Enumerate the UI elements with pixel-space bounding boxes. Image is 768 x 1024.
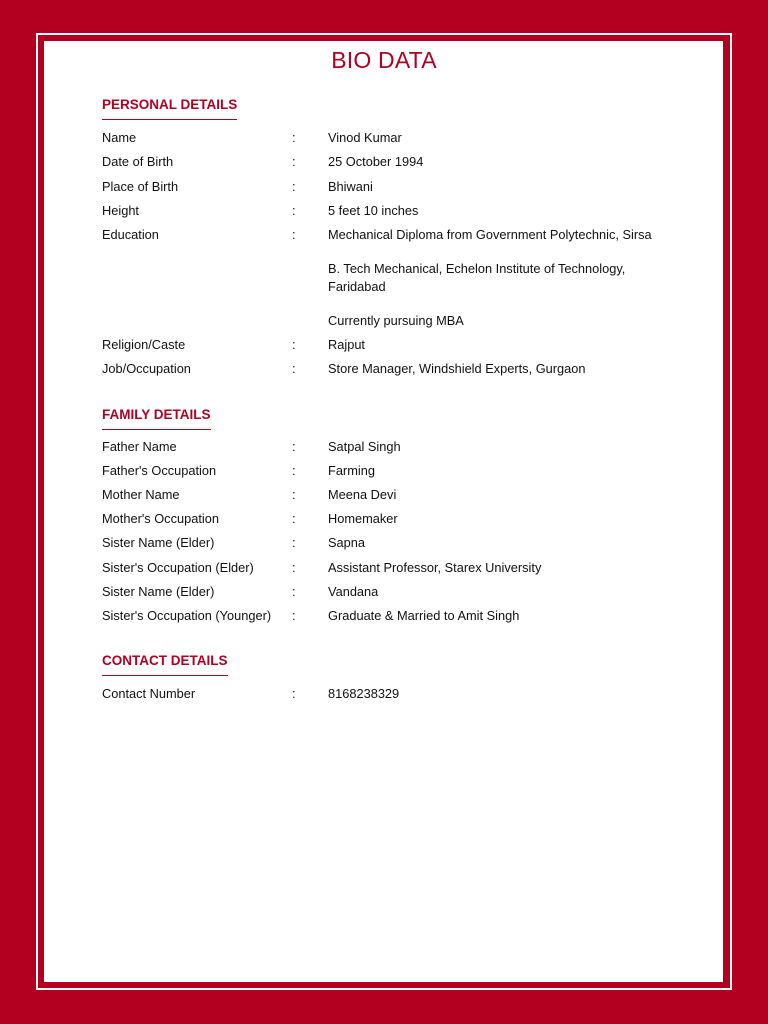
document-title: BIO DATA [331, 47, 437, 73]
detail-value: B. Tech Mechanical, Echelon Institute of Technology, Faridabad [328, 261, 626, 294]
detail-value: Bhiwani [328, 179, 373, 194]
detail-label: Mother's Occupation [102, 511, 219, 526]
detail-label: Height [102, 203, 139, 218]
detail-separator: : [292, 361, 296, 376]
detail-separator: : [292, 584, 296, 599]
detail-label: Sister's Occupation (Younger) [102, 608, 272, 623]
detail-value: Store Manager, Windshield Experts, Gurgaon [328, 361, 586, 376]
detail-value: 8168238329 [328, 686, 400, 701]
detail-value: Assistant Professor, Starex University [328, 560, 542, 575]
detail-value: 25 October 1994 [328, 154, 424, 169]
detail-label: Job/Occupation [102, 361, 191, 376]
family-details-heading: FAMILY DETAILS [102, 407, 211, 430]
detail-separator: : [292, 337, 296, 352]
detail-label: Date of Birth [102, 154, 174, 169]
detail-separator: : [292, 179, 296, 194]
detail-separator: : [292, 560, 296, 575]
detail-separator: : [292, 487, 296, 502]
personal-details-heading: PERSONAL DETAILS [102, 97, 237, 120]
detail-separator: : [292, 154, 296, 169]
detail-label: Sister Name (Elder) [102, 535, 215, 550]
detail-label: Place of Birth [102, 179, 179, 194]
detail-value: Homemaker [328, 511, 398, 526]
detail-separator: : [292, 686, 296, 701]
detail-separator: : [292, 463, 296, 478]
detail-value: Meena Devi [328, 487, 397, 502]
detail-separator: : [292, 203, 296, 218]
detail-separator: : [292, 535, 296, 550]
detail-value: Sapna [328, 535, 366, 550]
detail-separator: : [292, 130, 296, 145]
detail-value: Currently pursuing MBA [328, 313, 464, 328]
detail-separator: : [292, 511, 296, 526]
detail-label: Mother Name [102, 487, 180, 502]
contact-details-heading: CONTACT DETAILS [102, 653, 228, 676]
detail-label: Father's Occupation [102, 463, 217, 478]
detail-label: Father Name [102, 439, 177, 454]
detail-label: Sister's Occupation (Elder) [102, 560, 254, 575]
detail-label: Religion/Caste [102, 337, 186, 352]
detail-label: Contact Number [102, 686, 196, 701]
detail-value: Satpal Singh [328, 439, 401, 454]
detail-value: Vandana [328, 584, 379, 599]
detail-value: 5 feet 10 inches [328, 203, 419, 218]
detail-label: Education [102, 227, 159, 242]
detail-separator: : [292, 608, 296, 623]
detail-value: Farming [328, 463, 375, 478]
detail-value: Vinod Kumar [328, 130, 402, 145]
detail-label: Name [102, 130, 137, 145]
detail-value: Mechanical Diploma from Government Polytechnic, Sirsa [328, 227, 652, 242]
detail-separator: : [292, 227, 296, 242]
detail-separator: : [292, 439, 296, 454]
detail-label: Sister Name (Elder) [102, 584, 215, 599]
detail-value: Rajput [328, 337, 365, 352]
detail-value: Graduate & Married to Amit Singh [328, 608, 520, 623]
